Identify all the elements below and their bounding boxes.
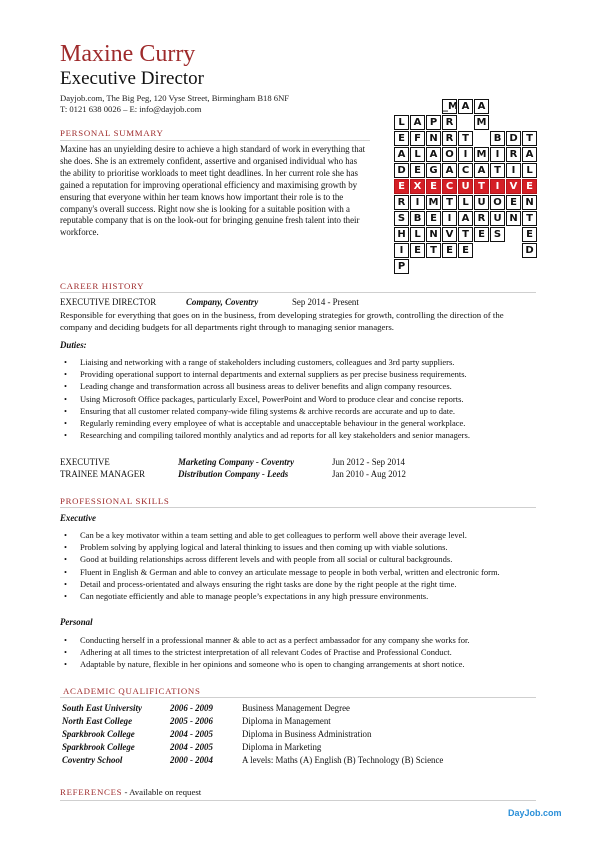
list-item: • Can be a key motivator within a team setting and able to get colleagues to perform well above their average level.: [64, 529, 554, 541]
previous-job-row: [60, 457, 536, 468]
crossword-cell: D: [394, 163, 409, 178]
crossword-cell: L: [522, 163, 537, 178]
crossword-cell: P: [426, 115, 441, 130]
crossword-cell: D: [506, 131, 521, 146]
crossword-cell: H: [394, 227, 409, 242]
divider: [60, 292, 536, 293]
previous-company: Distribution Company - Leeds: [178, 469, 289, 479]
crossword-cell: I: [490, 179, 505, 194]
crossword-cell: I: [394, 243, 409, 258]
list-item: • Using Microsoft Office packages, particularly Excel, PowerPoint and Word to produce clear and concise reports.: [64, 393, 554, 405]
crossword-cell: I: [506, 163, 521, 178]
list-item: • Fluent in English & German and able to convey an articulate message to people in both verbal, written and electronic form.: [64, 566, 554, 578]
crossword-cell: L: [458, 195, 473, 210]
school: North East College: [62, 716, 133, 726]
current-job-row: [60, 297, 536, 308]
list-item: • Leading change and transformation across all business areas to deliver benefits and align company resources.: [64, 380, 554, 392]
divider: [60, 800, 536, 801]
crossword-cell: T: [522, 211, 537, 226]
crossword-cell: T: [522, 131, 537, 146]
candidate-name: Maxine Curry: [60, 41, 196, 67]
job-description: Responsible for everything that goes on in the business, from developing strategies for growth, controlling the direction of the company and deciding budgets for all departments right through to managing senior managers.: [60, 310, 504, 332]
crossword-cell: _M: [443, 101, 458, 112]
divider: [60, 140, 370, 141]
dayjob-logo: DayJob.com: [508, 808, 562, 818]
crossword-cell: G: [426, 163, 441, 178]
crossword-cell: N: [426, 227, 441, 242]
crossword-cell: L: [410, 147, 425, 162]
crossword-cell: S: [490, 227, 505, 242]
crossword-cell: P: [394, 259, 409, 274]
crossword-cell: C: [442, 179, 457, 194]
crossword-cell: R: [474, 211, 489, 226]
previous-dates: Jan 2010 - Aug 2012: [332, 469, 406, 479]
personal-label: Personal: [60, 617, 93, 627]
divider: [60, 507, 536, 508]
crossword-cell: A: [458, 211, 473, 226]
references-text: - Available on request: [124, 787, 202, 797]
school: South East University: [62, 703, 142, 713]
section-heading-references: REFERENCES: [60, 787, 123, 797]
qualification-row: [62, 741, 532, 754]
crossword-cell: M: [474, 115, 489, 130]
crossword-cell: I: [410, 195, 425, 210]
list-item: • Detail and process-orientated and always ensuring the right tasks are done by the right people at the right time.: [64, 578, 554, 590]
list-item: • Can negotiate efficiently and able to manage people’s expectations in any high pressure environments.: [64, 590, 554, 602]
previous-job-row: [60, 469, 536, 480]
previous-job-title: EXECUTIVE: [60, 457, 110, 467]
crossword-cell: E: [426, 211, 441, 226]
crossword-cell: S: [394, 211, 409, 226]
crossword-cell: O: [490, 195, 505, 210]
crossword-cell: I: [490, 147, 505, 162]
crossword-cell: U: [474, 195, 489, 210]
crossword-cell: T: [442, 195, 457, 210]
list-item: • Good at building relationships across different levels and with people from all social or cultural backgrounds.: [64, 553, 554, 565]
crossword-cell: R: [506, 147, 521, 162]
crossword-cell: O: [442, 147, 457, 162]
job-title: Executive Director: [60, 68, 205, 89]
list-item: • Providing operational support to internal departments and external suppliers as per precise business requirements.: [64, 368, 554, 380]
crossword-cell: A: [426, 147, 441, 162]
course: Diploma in Business Administration: [242, 729, 372, 739]
qualification-row: [62, 728, 532, 741]
crossword-cell: A: [394, 147, 409, 162]
crossword-cell: X: [410, 179, 425, 194]
crossword-cell: I: [458, 147, 473, 162]
crossword-cell: E: [458, 243, 473, 258]
list-item: • Conducting herself in a professional manner & able to act as a perfect ambassador for any company she works for.: [64, 634, 554, 646]
divider: [60, 697, 536, 698]
crossword-cell: T: [458, 227, 473, 242]
list-item: • Liaising and networking with a range of stakeholders including customers, colleagues and 3rd party suppliers.: [64, 356, 554, 368]
crossword-cell: C: [458, 163, 473, 178]
crossword-cell: E: [506, 195, 521, 210]
current-dates: Sep 2014 - Present: [292, 297, 359, 307]
crossword-cell: T: [490, 163, 505, 178]
list-item: • Adhering at all times to the strictest interpretation of all relevant Codes of Practise and Professional Conduct.: [64, 646, 554, 658]
references-row: [60, 787, 201, 798]
crossword-cell: E: [394, 179, 409, 194]
crossword-cell: E: [410, 163, 425, 178]
crossword-cell: A: [522, 147, 537, 162]
section-heading-academic: ACADEMIC QUALIFICATIONS: [63, 686, 201, 696]
section-heading-personal-summary: PERSONAL SUMMARY: [60, 128, 164, 138]
course: Diploma in Marketing: [242, 742, 322, 752]
crossword-cell: T: [426, 243, 441, 258]
contact-details: T: 0121 638 0026 – E: info@dayjob.com: [60, 104, 202, 114]
crossword-cell: M: [426, 195, 441, 210]
course: A levels: Maths (A) English (B) Technology (B) Science: [242, 755, 444, 765]
list-item: • Regularly reminding every employee of what is acceptable and unacceptable behaviour in the general workplace.: [64, 417, 554, 429]
crossword-cell: A: [442, 163, 457, 178]
address: Dayjob.com, The Big Peg, 120 Vyse Street, Birmingham B18 6NF: [60, 93, 290, 103]
previous-dates: Jun 2012 - Sep 2014: [332, 457, 405, 467]
current-company: Company, Coventry: [186, 297, 259, 307]
years: 2004 - 2005: [170, 742, 213, 752]
years: 2004 - 2005: [170, 729, 213, 739]
crossword-cell: E: [442, 243, 457, 258]
crossword-cell: B: [490, 131, 505, 146]
executive-label: Executive: [60, 513, 96, 523]
crossword-cell: E: [426, 179, 441, 194]
school: Sparkbrook College: [62, 729, 135, 739]
list-item: • Ensuring that all customer related company-wide filing systems & archive records are accurate and up to date.: [64, 405, 554, 417]
crossword-cell: E: [410, 243, 425, 258]
course: Diploma in Management: [242, 716, 331, 726]
qualification-row: [62, 754, 532, 767]
list-item: • Adaptable by nature, flexible in her opinions and someone who is open to changing arrangements at short notice.: [64, 658, 554, 670]
crossword-cell: I: [442, 211, 457, 226]
crossword-cell: E: [394, 131, 409, 146]
duties-list: [64, 356, 554, 441]
crossword-cell: R: [442, 131, 457, 146]
section-heading-professional-skills: PROFESSIONAL SKILLS: [60, 496, 170, 506]
crossword-cell: L: [410, 227, 425, 242]
crossword-cell: F: [410, 131, 425, 146]
personal-summary-text: Maxine has an unyielding desire to achieve a high standard of work in everything that she does. She is an extremely confident, assertive and organised individual who has the ability to prioritise workloads to meet tight deadlines. In her current role she has gained a reputation for improving operational efficiency and maximising growth by ensuring that everyone within her team knows how important their role is to the company's overall success. Right now she is looking for a suitable position with a reputable company that is on the look-out for bringing genuine fresh talent into their workforce.: [60, 144, 366, 238]
crossword-cell: N: [522, 195, 537, 210]
school: Sparkbrook College: [62, 742, 135, 752]
crossword-cell: A: [474, 163, 489, 178]
crossword-cell: E: [474, 227, 489, 242]
qualification-row: [62, 702, 532, 715]
previous-job-title: TRAINEE MANAGER: [60, 469, 146, 479]
crossword-cell: R: [442, 115, 457, 130]
crossword-cell: L: [394, 115, 409, 130]
personal-skills-list: [64, 634, 554, 671]
list-item: • Problem solving by applying logical and lateral thinking to issues and then coming up with viable solutions.: [64, 541, 554, 553]
qualification-row: [62, 715, 532, 728]
years: 2006 - 2009: [170, 703, 213, 713]
crossword-cell: V: [506, 179, 521, 194]
crossword-cell: D: [522, 243, 537, 258]
duties-label: Duties:: [60, 340, 87, 350]
crossword-cell: B: [410, 211, 425, 226]
crossword-cell: E: [522, 227, 537, 242]
years: 2000 - 2004: [170, 755, 213, 765]
list-item: • Researching and compiling tailored monthly analytics and ad reports for all key stakeholders and senior managers.: [64, 429, 554, 441]
executive-skills-list: [64, 529, 554, 602]
current-job-title: EXECUTIVE DIRECTOR: [60, 297, 157, 307]
crossword-cell: R: [394, 195, 409, 210]
course: Business Management Degree: [242, 703, 350, 713]
crossword-cell: E: [522, 179, 537, 194]
crossword-cell: N: [506, 211, 521, 226]
previous-company: Marketing Company - Coventry: [178, 457, 295, 467]
crossword-cell: M: [474, 147, 489, 162]
section-heading-career-history: CAREER HISTORY: [60, 281, 145, 291]
crossword-cell: T: [474, 179, 489, 194]
crossword-cell: T: [458, 131, 473, 146]
crossword-cell: U: [458, 179, 473, 194]
crossword-cell: A: [458, 99, 473, 114]
years: 2005 - 2006: [170, 716, 213, 726]
school: Coventry School: [62, 755, 123, 765]
crossword-cell: V: [442, 227, 457, 242]
crossword-cell: A: [410, 115, 425, 130]
crossword-cell: U: [490, 211, 505, 226]
crossword-cell: A: [474, 99, 489, 114]
crossword-cell: N: [426, 131, 441, 146]
